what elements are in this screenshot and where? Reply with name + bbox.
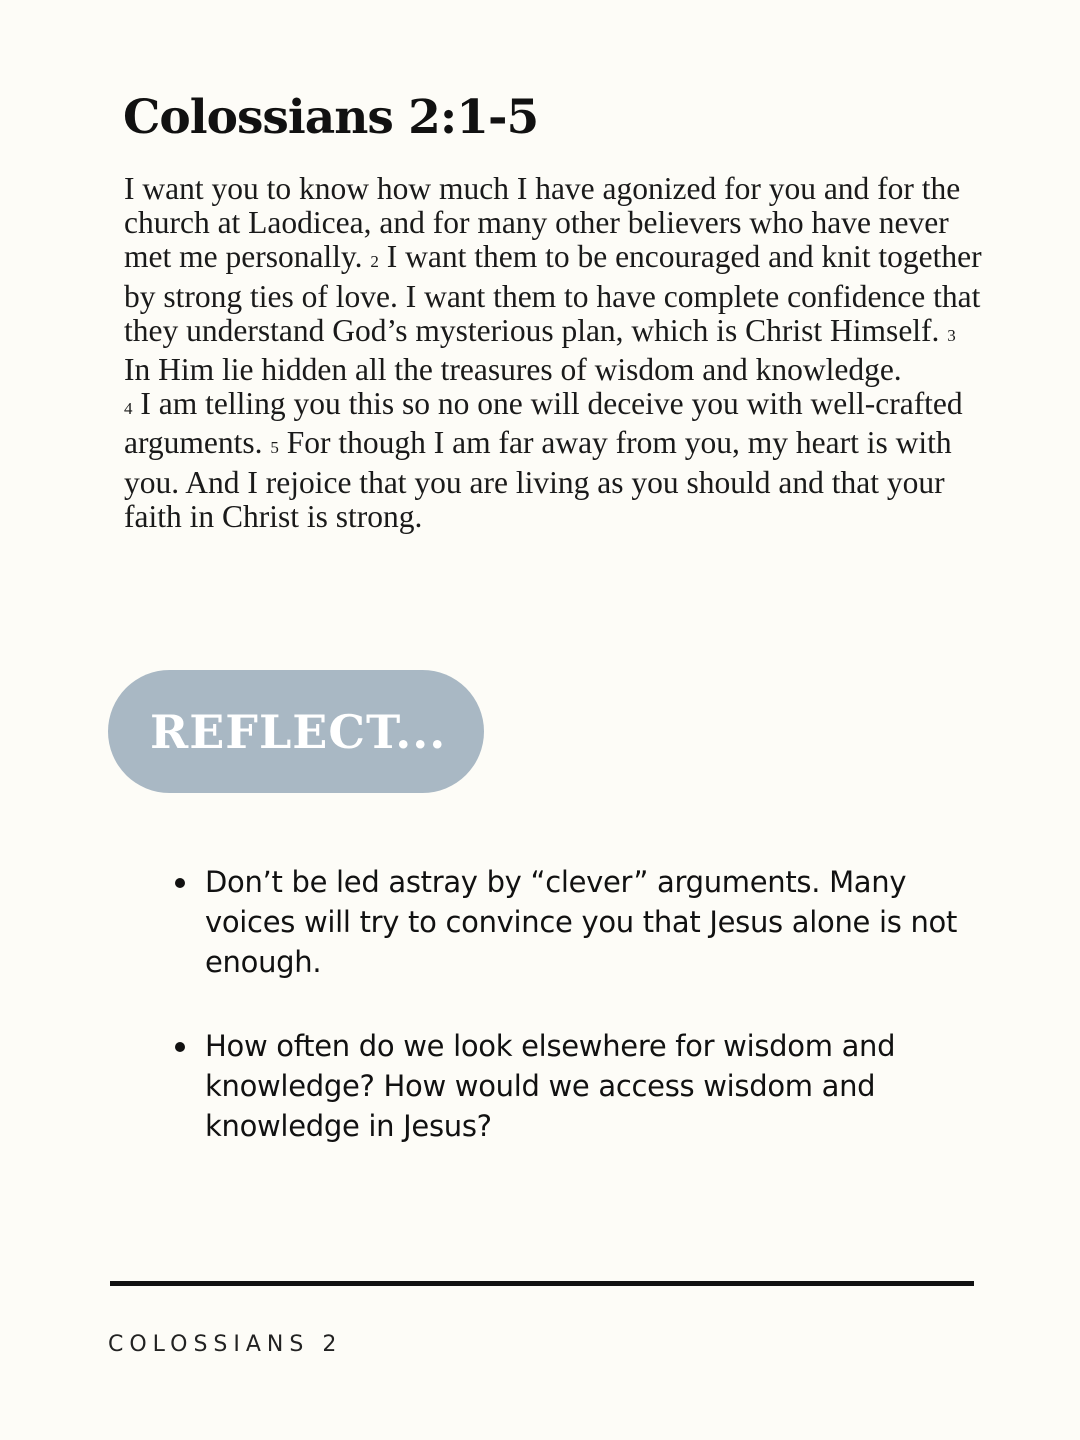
verse-5-text: For though I am far away from you, my heart is with you. And I rejoice that you are living as you should and that your faith in Christ is strong.	[124, 425, 952, 534]
page-title: Colossians 2:1-5	[123, 90, 539, 145]
reflect-item-text: Don’t be led astray by “clever” arguments. Many voices will try to convince you that Jesus alone is not enough.	[205, 865, 958, 979]
reflect-list	[172, 862, 972, 1146]
verse-number: 5	[270, 438, 279, 458]
verse-number: 2	[370, 252, 379, 272]
scripture-passage	[124, 172, 984, 534]
verse-number: 3	[947, 325, 956, 345]
footer-label: COLOSSIANS 2	[108, 1332, 343, 1357]
footer-divider	[110, 1281, 974, 1286]
bullet-icon	[175, 1042, 185, 1052]
bullet-icon	[175, 878, 185, 888]
list-item	[172, 862, 972, 982]
verse-3-text: In Him lie hidden all the treasures of wisdom and knowledge.	[124, 352, 902, 388]
verse-1-text: I want you to know how much I have agonized for you and for the church at Laodicea, and for many other believers who have never met me personally.	[124, 171, 961, 275]
reflect-label: REFLECT...	[150, 704, 447, 759]
verse-4-text: I am telling you this so no one will deceive you with well-crafted arguments.	[124, 386, 963, 461]
verse-number: 4	[124, 399, 133, 419]
list-item	[172, 1026, 972, 1146]
reflect-badge	[108, 670, 484, 793]
verse-2-text: I want them to be encouraged and knit together by strong ties of love. I want them to have complete confidence that they understand God’s mysterious plan, which is Christ Himself.	[124, 239, 982, 348]
reflect-item-text: How often do we look elsewhere for wisdom and knowledge? How would we access wisdom and knowledge in Jesus?	[205, 1029, 896, 1143]
